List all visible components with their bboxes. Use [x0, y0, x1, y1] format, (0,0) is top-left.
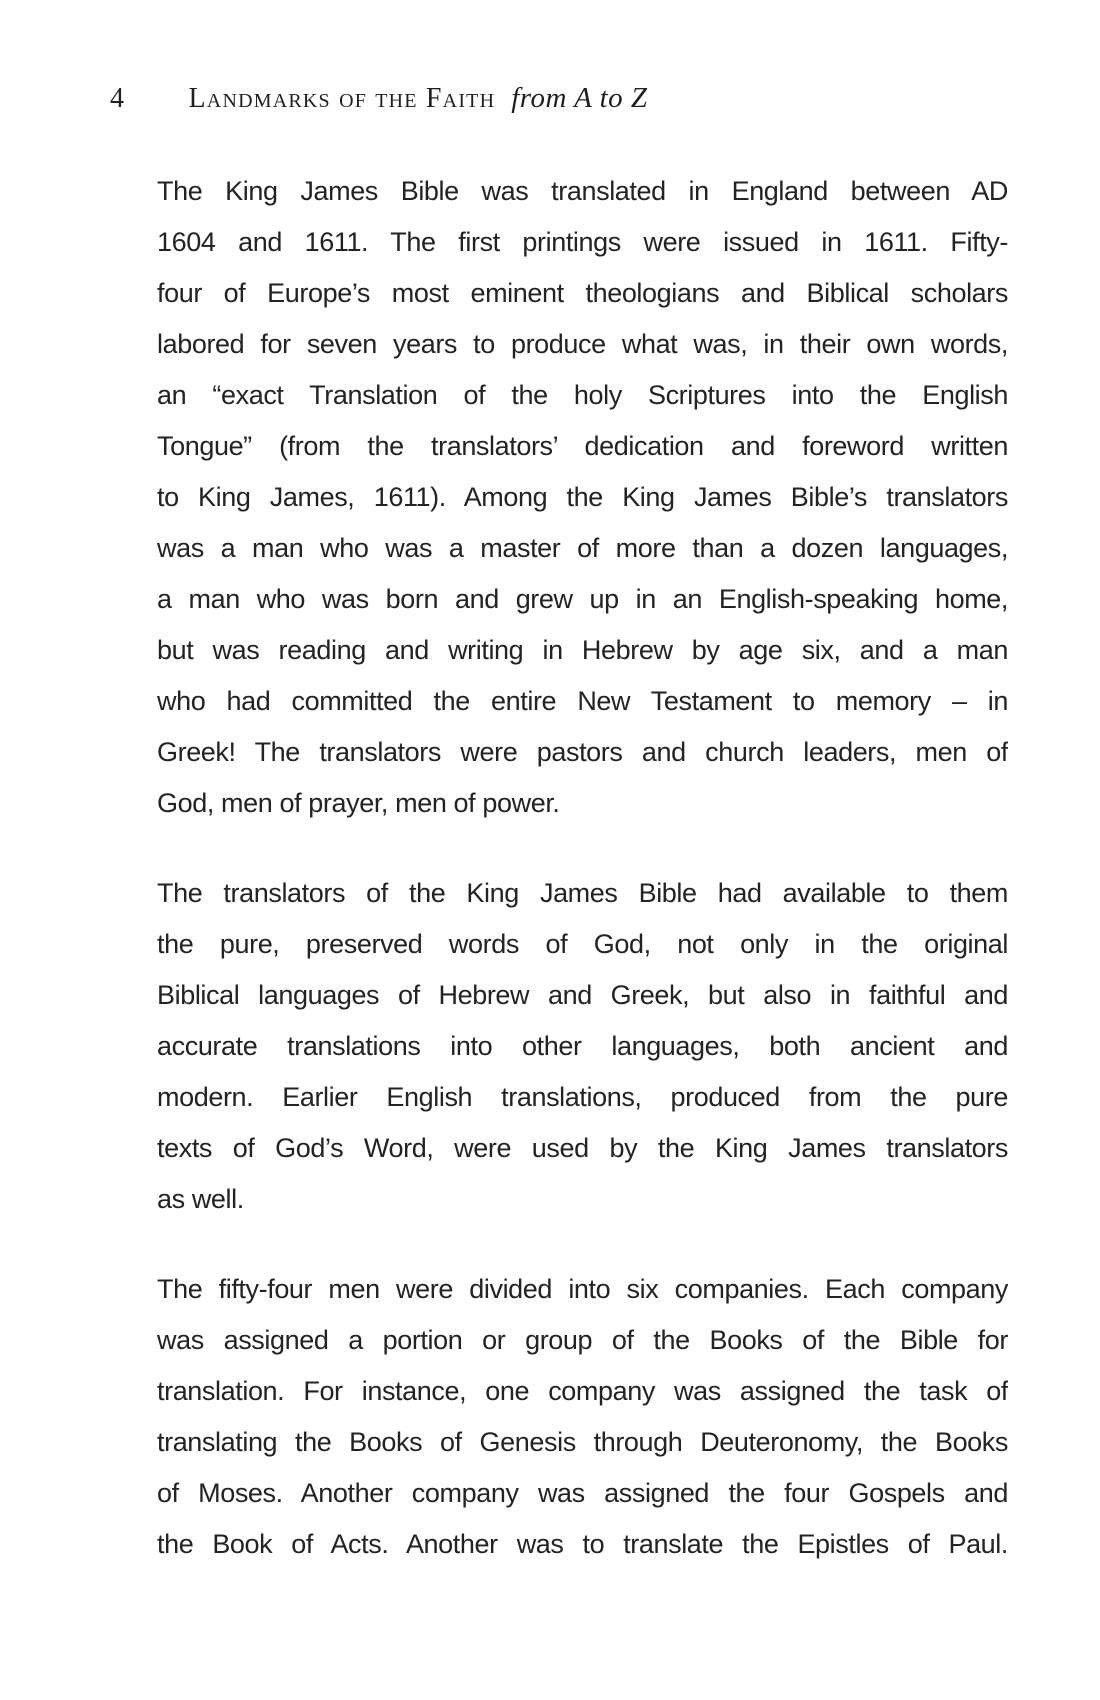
text-line: but was reading and writing in Hebrew by age six, and a man [157, 635, 1008, 665]
paragraph-3 [157, 1264, 1008, 1570]
text-line: was assigned a portion or group of the Books of the Bible for [157, 1325, 1008, 1355]
text-line: who had committed the entire New Testament to memory – in [157, 686, 1008, 716]
running-title-italic: from A to Z [511, 82, 648, 114]
text-line: was a man who was a master of more than a dozen languages, [157, 533, 1008, 563]
running-header [110, 82, 1010, 116]
text-line: modern. Earlier English translations, produced from the pure [157, 1082, 1008, 1112]
text-line: Greek! The translators were pastors and church leaders, men of [157, 737, 1008, 767]
text-line: the Book of Acts. Another was to translate the Epistles of Paul. [157, 1529, 1008, 1559]
text-line: of Moses. Another company was assigned the four Gospels and [157, 1478, 1008, 1508]
page-number: 4 [110, 83, 125, 114]
text-line: The fifty-four men were divided into six companies. Each company [157, 1274, 1008, 1304]
text-line: The King James Bible was translated in England between AD [157, 176, 1008, 206]
text-line: Biblical languages of Hebrew and Greek, but also in faithful and [157, 980, 1008, 1010]
text-line: four of Europe’s most eminent theologians and Biblical scholars [157, 278, 1008, 308]
paragraph-2 [157, 868, 1008, 1225]
text-line: accurate translations into other languages, both ancient and [157, 1031, 1008, 1061]
text-line: translating the Books of Genesis through Deuteronomy, the Books [157, 1427, 1008, 1457]
text-line: the pure, preserved words of God, not only in the original [157, 929, 1008, 959]
text-line: Tongue” (from the translators’ dedication and foreword written [157, 431, 1008, 461]
body-text [157, 166, 1008, 1609]
paragraph-1 [157, 166, 1008, 829]
text-line: The translators of the King James Bible had available to them [157, 878, 1008, 908]
text-line: 1604 and 1611. The first printings were issued in 1611. Fifty- [157, 227, 1008, 257]
text-line: labored for seven years to produce what was, in their own words, [157, 329, 1008, 359]
text-line: translation. For instance, one company was assigned the task of [157, 1376, 1008, 1406]
text-line: an “exact Translation of the holy Scriptures into the English [157, 380, 1008, 410]
text-line: texts of God’s Word, were used by the King James translators [157, 1133, 1008, 1163]
running-title: Landmarks of the Faith [188, 83, 496, 114]
text-line: to King James, 1611). Among the King James Bible’s translators [157, 482, 1008, 512]
text-line: as well. [157, 1184, 244, 1214]
text-line: a man who was born and grew up in an English-speaking home, [157, 584, 1008, 614]
text-line: God, men of prayer, men of power. [157, 788, 560, 818]
